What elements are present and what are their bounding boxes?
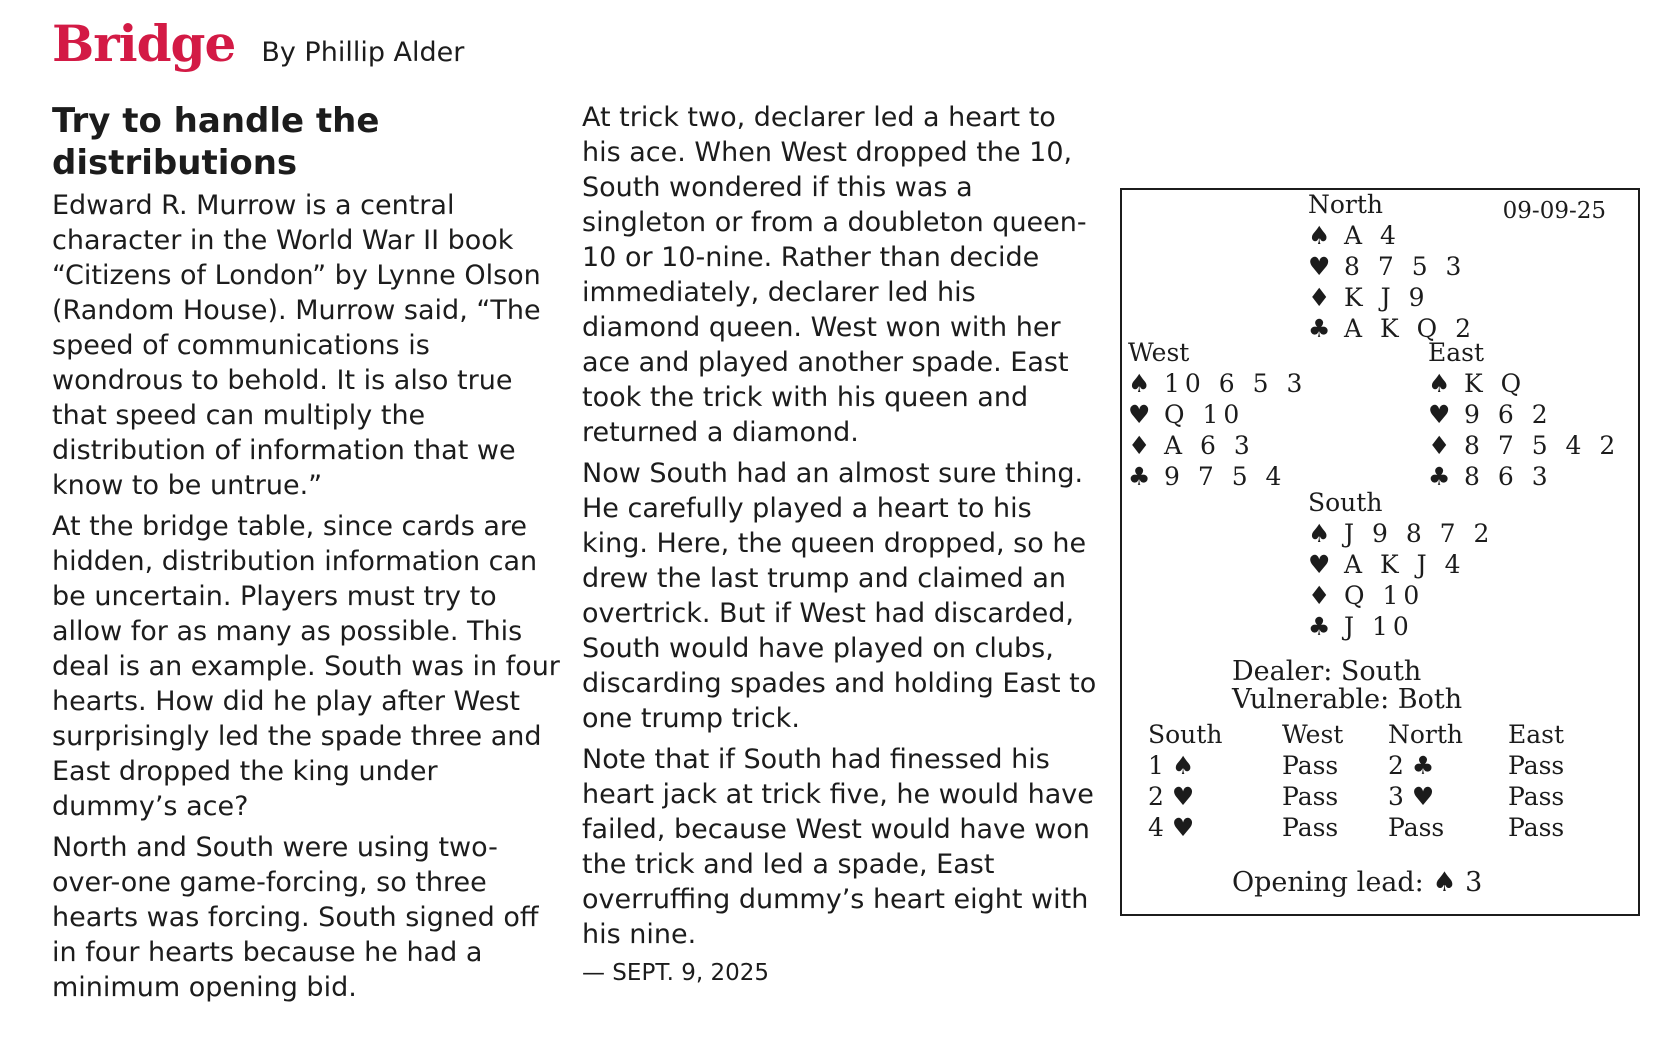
article-column-1 [52, 100, 562, 1011]
hand-label: North [1308, 190, 1384, 219]
deal-info [1232, 658, 1462, 714]
byline: By Phillip Alder [261, 37, 465, 68]
diamond-holding: 8 7 5 4 2 [1464, 431, 1621, 460]
diamond-holding: A 6 3 [1164, 431, 1255, 460]
club-holding: J 10 [1344, 612, 1414, 641]
club-holding: 9 7 5 4 [1164, 462, 1287, 491]
spade-icon: ♠ [1308, 221, 1331, 250]
spade-icon: ♠ [1128, 369, 1151, 398]
hand-east [1428, 338, 1620, 492]
diamond-icon: ♦ [1308, 283, 1331, 312]
auction-bid: 2 ♥ [1148, 782, 1195, 811]
heart-icon: ♥ [1128, 400, 1151, 429]
heart-icon: ♥ [1308, 550, 1331, 579]
auction-bid: Pass [1282, 782, 1339, 811]
auction-header: East [1508, 720, 1565, 749]
masthead [52, 14, 464, 84]
hand-south [1308, 488, 1494, 642]
vulnerable-text: Vulnerable: Both [1232, 684, 1463, 715]
hand-label: West [1128, 338, 1190, 367]
auction-bid: Pass [1508, 813, 1565, 842]
paragraph: At trick two, declarer led a heart to his ace. When West dropped the 10, South wondered if this was a singleton or from a doubleton queen-10 or 10-nine. Rather than decide immediately, declarer led his diamond queen. West won with her ace and played another spade. East took the trick with his queen and returned a diamond. [582, 102, 1087, 448]
dateline: — SEPT. 9, 2025 [582, 960, 770, 986]
auction-column-north [1388, 720, 1518, 843]
paragraph: North and South were using two-over-one game-forcing, so three hearts was forcing. South signed off in four hearts because he had a minimum opening bid. [52, 832, 539, 1003]
auction-bid: Pass [1388, 813, 1445, 842]
paragraph: Now South had an almost sure thing. He carefully played a heart to his king. Here, the queen dropped, so he drew the last trump and claimed an overtrick. But if West had discarded, South would have played on clubs, discarding spades and holding East to one trump trick. [582, 458, 1097, 734]
auction-bid: 3 ♥ [1388, 782, 1435, 811]
auction-bid: Pass [1508, 782, 1565, 811]
dealer-text: Dealer: South [1232, 656, 1422, 687]
diamond-icon: ♦ [1428, 431, 1451, 460]
diamond-icon: ♦ [1308, 581, 1331, 610]
article-column-2 [582, 100, 1102, 988]
hand-north [1308, 190, 1476, 344]
spade-holding: A 4 [1344, 221, 1401, 250]
diagram-date: 09-09-25 [1502, 198, 1606, 224]
heart-holding: A K J 4 [1344, 550, 1466, 579]
auction-header: West [1282, 720, 1344, 749]
paragraph: Edward R. Murrow is a central character in the World War II book “Citizens of London” by Lynne Olson (Random House). Murrow said, “The speed of communications is wondrous to behold. It is also true that speed can multiply the distribution of information that we know to be untrue.” [52, 190, 541, 501]
auction-column-south [1148, 720, 1278, 843]
headline: Try to handle the distributions [52, 101, 380, 183]
auction-header: South [1148, 720, 1223, 749]
hand-label: East [1428, 338, 1485, 367]
hand-west [1128, 338, 1307, 492]
paragraph: At the bridge table, since cards are hidden, distribution information can be uncertain. Players must try to allow for as many as possible. This deal is an example. South was in four hearts. How did he play after West surprisingly led the spade three and East dropped the king under dummy’s ace? [52, 511, 560, 822]
heart-icon: ♥ [1308, 252, 1331, 281]
auction-column-east [1508, 720, 1638, 843]
auction-bid: Pass [1508, 751, 1565, 780]
heart-icon: ♥ [1428, 400, 1451, 429]
heart-holding: Q 10 [1164, 400, 1245, 429]
hand-label: South [1308, 488, 1383, 517]
auction-bid: 1 ♠ [1148, 751, 1195, 780]
club-holding: A K Q 2 [1344, 314, 1476, 343]
club-icon: ♣ [1308, 612, 1331, 641]
club-holding: 8 6 3 [1464, 462, 1553, 491]
spade-holding: 10 6 5 3 [1164, 369, 1308, 398]
club-icon: ♣ [1428, 462, 1451, 491]
diamond-holding: K J 9 [1344, 283, 1430, 312]
auction-bid: 2 ♣ [1388, 751, 1435, 780]
bridge-deal-diagram [1120, 188, 1640, 916]
club-icon: ♣ [1128, 462, 1151, 491]
diamond-holding: Q 10 [1344, 581, 1425, 610]
auction-header: North [1388, 720, 1464, 749]
opening-lead: Opening lead: ♠ 3 [1232, 867, 1483, 898]
paragraph: Note that if South had finessed his heart jack at trick five, he would have failed, because West would have won the trick and led a spade, East overruffing dummy’s heart eight with his nine. [582, 744, 1094, 950]
club-icon: ♣ [1308, 314, 1331, 343]
diamond-icon: ♦ [1128, 431, 1151, 460]
spade-icon: ♠ [1308, 519, 1331, 548]
spade-icon: ♠ [1428, 369, 1451, 398]
auction-bid: Pass [1282, 813, 1339, 842]
spade-holding: J 9 8 7 2 [1344, 519, 1495, 548]
auction-bid: 4 ♥ [1148, 813, 1195, 842]
heart-holding: 8 7 5 3 [1344, 252, 1467, 281]
column-logo: Bridge [52, 14, 236, 73]
auction-bid: Pass [1282, 751, 1339, 780]
heart-holding: 9 6 2 [1464, 400, 1553, 429]
spade-holding: K Q [1464, 369, 1527, 398]
